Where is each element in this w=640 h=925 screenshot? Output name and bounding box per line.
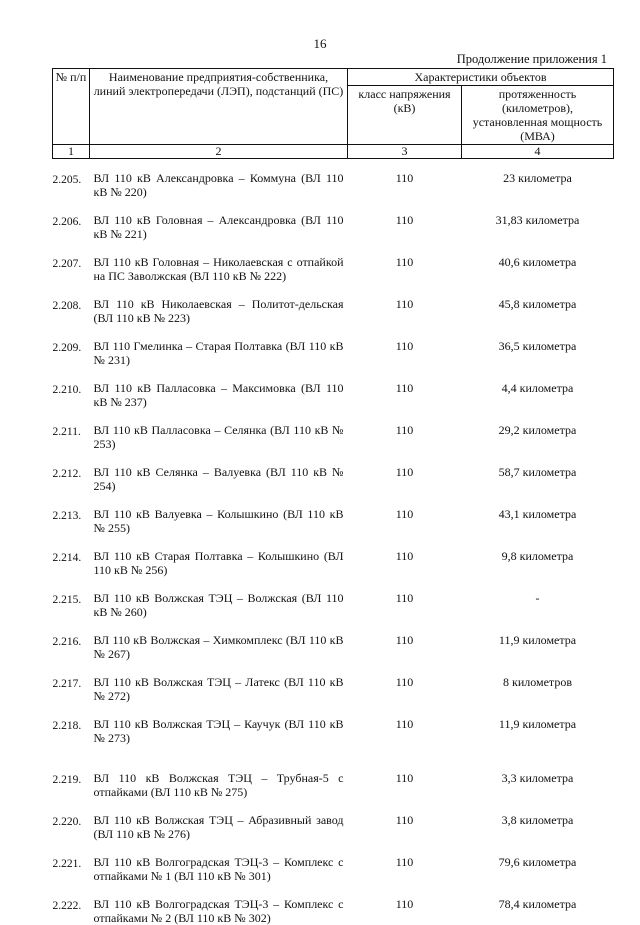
row-spacer-cell — [53, 661, 614, 675]
header-name: Наименование предприятия-собственника, линий электропередачи (ЛЭП), подстанций (ПС) — [90, 69, 348, 145]
row-voltage: 110 — [348, 633, 462, 661]
row-spacer — [53, 799, 614, 813]
row-spacer — [53, 841, 614, 855]
table-row — [53, 255, 614, 283]
row-spacer-cell — [53, 241, 614, 255]
row-spacer-cell — [53, 577, 614, 591]
row-number: 2.205. — [53, 171, 90, 199]
table-row — [53, 633, 614, 661]
table-row — [53, 171, 614, 199]
row-number: 2.219. — [53, 771, 90, 799]
header-num-4: 4 — [462, 145, 614, 159]
row-number: 2.212. — [53, 465, 90, 493]
continuation-note: Продолжение приложения 1 — [457, 52, 607, 67]
row-voltage: 110 — [348, 855, 462, 883]
row-name: ВЛ 110 кВ Александровка – Коммуна (ВЛ 110 кВ № 220) — [90, 171, 348, 199]
row-voltage: 110 — [348, 591, 462, 619]
row-name: ВЛ 110 кВ Волжская – Химкомплекс (ВЛ 110 кВ № 267) — [90, 633, 348, 661]
table-row — [53, 591, 614, 619]
row-voltage: 110 — [348, 171, 462, 199]
row-number: 2.217. — [53, 675, 90, 703]
row-number: 2.216. — [53, 633, 90, 661]
row-number: 2.218. — [53, 717, 90, 745]
row-name: ВЛ 110 кВ Волжская ТЭЦ – Волжская (ВЛ 110 кВ № 260) — [90, 591, 348, 619]
row-spacer — [53, 493, 614, 507]
row-spacer — [53, 241, 614, 255]
table-row — [53, 675, 614, 703]
row-voltage: 110 — [348, 339, 462, 367]
row-spacer — [53, 409, 614, 423]
row-voltage: 110 — [348, 507, 462, 535]
table-row — [53, 339, 614, 367]
table-row — [53, 717, 614, 745]
row-spacer-cell — [53, 199, 614, 213]
row-spacer-cell — [53, 535, 614, 549]
row-length: 36,5 километра — [462, 339, 614, 367]
row-spacer — [53, 367, 614, 381]
row-name: ВЛ 110 кВ Валуевка – Колышкино (ВЛ 110 кВ № 255) — [90, 507, 348, 535]
row-spacer — [53, 619, 614, 633]
table-row — [53, 465, 614, 493]
table-row — [53, 771, 614, 799]
row-spacer-cell — [53, 493, 614, 507]
row-voltage: 110 — [348, 423, 462, 451]
table-row — [53, 507, 614, 535]
row-spacer — [53, 883, 614, 897]
row-name: ВЛ 110 кВ Волжская ТЭЦ – Абразивный завод (ВЛ 110 кВ № 276) — [90, 813, 348, 841]
row-number: 2.208. — [53, 297, 90, 325]
header-length: протяженность (километров), установленная мощность (МВА) — [462, 86, 614, 145]
table-row — [53, 213, 614, 241]
row-length: 78,4 километра — [462, 897, 614, 925]
row-number: 2.207. — [53, 255, 90, 283]
row-spacer-cell — [53, 799, 614, 813]
row-spacer — [53, 577, 614, 591]
table-header — [53, 69, 614, 159]
row-spacer — [53, 199, 614, 213]
row-length: 58,7 километра — [462, 465, 614, 493]
row-length: 9,8 километра — [462, 549, 614, 577]
row-name: ВЛ 110 Гмелинка – Старая Полтавка (ВЛ 110 кВ № 231) — [90, 339, 348, 367]
row-spacer-cell — [53, 703, 614, 717]
row-number: 2.206. — [53, 213, 90, 241]
header-num-1: 1 — [53, 145, 90, 159]
row-length: 11,9 километра — [462, 717, 614, 745]
row-spacer-cell — [53, 409, 614, 423]
row-length: 3,3 километра — [462, 771, 614, 799]
row-length: 11,9 километра — [462, 633, 614, 661]
row-spacer — [53, 283, 614, 297]
row-number: 2.214. — [53, 549, 90, 577]
row-length: 29,2 километра — [462, 423, 614, 451]
header-num-2: 2 — [90, 145, 348, 159]
row-spacer-cell — [53, 367, 614, 381]
row-spacer-cell — [53, 619, 614, 633]
row-voltage: 110 — [348, 717, 462, 745]
row-voltage: 110 — [348, 675, 462, 703]
row-length: 45,8 километра — [462, 297, 614, 325]
row-spacer-cell — [53, 451, 614, 465]
row-name: ВЛ 110 кВ Старая Полтавка – Колышкино (ВЛ 110 кВ № 256) — [90, 549, 348, 577]
row-spacer-cell — [53, 841, 614, 855]
table-row — [53, 897, 614, 925]
row-spacer-cell — [53, 883, 614, 897]
row-spacer — [53, 451, 614, 465]
row-number: 2.209. — [53, 339, 90, 367]
table-row — [53, 381, 614, 409]
page-number: 16 — [0, 36, 640, 52]
row-name: ВЛ 110 кВ Волжская ТЭЦ – Латекс (ВЛ 110 кВ № 272) — [90, 675, 348, 703]
row-spacer — [53, 159, 614, 172]
row-length: - — [462, 591, 614, 619]
header-num-3: 3 — [348, 145, 462, 159]
row-length: 43,1 километра — [462, 507, 614, 535]
row-name: ВЛ 110 кВ Головная – Александровка (ВЛ 110 кВ № 221) — [90, 213, 348, 241]
row-name: ВЛ 110 кВ Палласовка – Селянка (ВЛ 110 кВ № 253) — [90, 423, 348, 451]
row-name: ВЛ 110 кВ Палласовка – Максимовка (ВЛ 110 кВ № 237) — [90, 381, 348, 409]
row-name: ВЛ 110 кВ Волжская ТЭЦ – Каучук (ВЛ 110 кВ № 273) — [90, 717, 348, 745]
row-spacer-cell — [53, 745, 614, 771]
row-number: 2.221. — [53, 855, 90, 883]
table-row — [53, 297, 614, 325]
row-length: 23 километра — [462, 171, 614, 199]
header-number: № п/п — [53, 69, 90, 145]
row-spacer — [53, 661, 614, 675]
row-number: 2.220. — [53, 813, 90, 841]
row-spacer-cell — [53, 159, 614, 172]
header-voltage: класс напряжения (кВ) — [348, 86, 462, 145]
row-number: 2.211. — [53, 423, 90, 451]
row-number: 2.210. — [53, 381, 90, 409]
row-voltage: 110 — [348, 465, 462, 493]
row-spacer-cell — [53, 325, 614, 339]
row-spacer — [53, 325, 614, 339]
row-number: 2.215. — [53, 591, 90, 619]
row-voltage: 110 — [348, 549, 462, 577]
table-row — [53, 813, 614, 841]
row-number: 2.222. — [53, 897, 90, 925]
row-name: ВЛ 110 кВ Селянка – Валуевка (ВЛ 110 кВ № 254) — [90, 465, 348, 493]
row-voltage: 110 — [348, 381, 462, 409]
table-row — [53, 855, 614, 883]
header-characteristics: Характеристики объектов — [348, 69, 614, 86]
row-voltage: 110 — [348, 771, 462, 799]
table-row — [53, 423, 614, 451]
row-length: 3,8 километра — [462, 813, 614, 841]
row-voltage: 110 — [348, 255, 462, 283]
row-voltage: 110 — [348, 213, 462, 241]
objects-table — [52, 68, 614, 925]
row-spacer-cell — [53, 283, 614, 297]
row-number: 2.213. — [53, 507, 90, 535]
row-name: ВЛ 110 кВ Волжская ТЭЦ – Трубная-5 с отпайками (ВЛ 110 кВ № 275) — [90, 771, 348, 799]
row-spacer — [53, 703, 614, 717]
row-spacer — [53, 745, 614, 771]
row-voltage: 110 — [348, 813, 462, 841]
row-length: 31,83 километра — [462, 213, 614, 241]
row-length: 40,6 километра — [462, 255, 614, 283]
row-voltage: 110 — [348, 897, 462, 925]
row-length: 8 километров — [462, 675, 614, 703]
row-name: ВЛ 110 кВ Головная – Николаевская с отпайкой на ПС Заволжская (ВЛ 110 кВ № 222) — [90, 255, 348, 283]
table-body — [53, 159, 614, 925]
row-name: ВЛ 110 кВ Николаевская – Политот-дельская (ВЛ 110 кВ № 223) — [90, 297, 348, 325]
table-row — [53, 549, 614, 577]
row-length: 4,4 километра — [462, 381, 614, 409]
row-voltage: 110 — [348, 297, 462, 325]
row-length: 79,6 километра — [462, 855, 614, 883]
row-name: ВЛ 110 кВ Волгоградская ТЭЦ-3 – Комплекс с отпайками № 2 (ВЛ 110 кВ № 302) — [90, 897, 348, 925]
row-name: ВЛ 110 кВ Волгоградская ТЭЦ-3 – Комплекс с отпайками № 1 (ВЛ 110 кВ № 301) — [90, 855, 348, 883]
row-spacer — [53, 535, 614, 549]
